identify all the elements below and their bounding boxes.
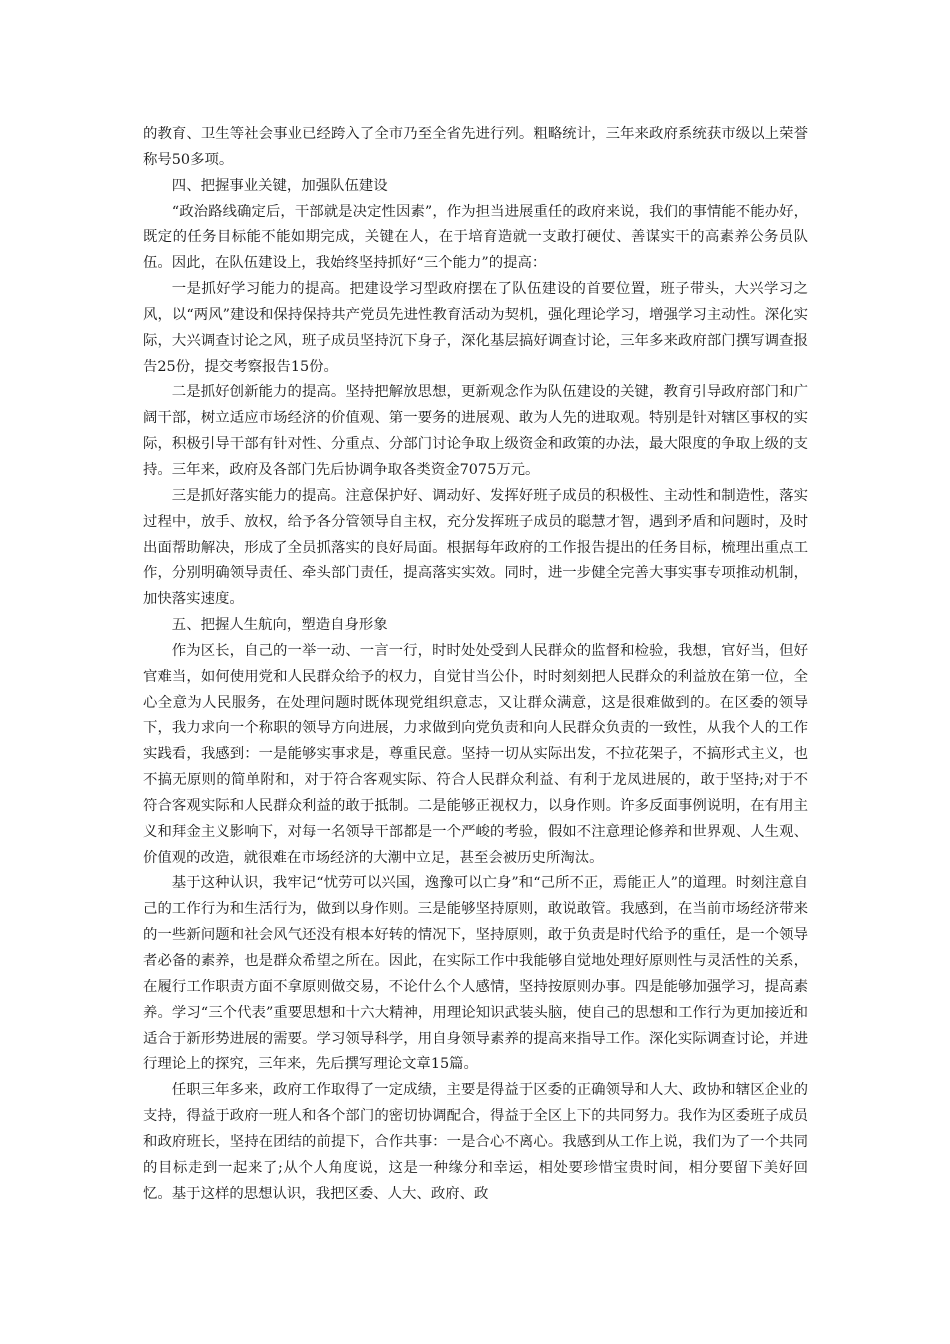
paragraph: 三是抓好落实能力的提高。注意保护好、调动好、发挥好班子成员的积极性、主动性和制造性，落实过程中，放手、放权，给予各分管领导自主权，充分发挥班子成员的聪慧才智，遇到矛盾和问题时，及时出面帮助解决，形成了全员抓落实的良好局面。根据每年政府的工作报告提出的任务目标，梳理出重点工作，分别明确领导责任、牵头部门责任，提高落实实效。同时，进一步健全完善大事实事专项推动机制，加快落实速度。 — [143, 487, 808, 608]
paragraph: 任职三年多来，政府工作取得了一定成绩，主要是得益于区委的正确领导和人大、政协和辖区企业的支持，得益于政府一班人和各个部门的密切协调配合，得益于全区上下的共同努力。我作为区委班子成员和政府班长，坚持在团结的前提下，合作共事：一是合心不离心。我感到从工作上说，我们为了一个共同的目标走到一起来了;从个人角度说，这是一种缘分和幸运，相处要珍惜宝贵时间，相分要留下美好回忆。基于这样的思想认识，我把区委、人大、政府、政 — [143, 1082, 808, 1202]
section-heading-5: 五、把握人生航向，塑造自身形象 — [171, 617, 388, 634]
paragraph: 二是抓好创新能力的提高。坚持把解放思想，更新观念作为队伍建设的关键，教育引导政府部门和广阔干部，树立适应市场经济的价值观、第一要务的进展观、敢为人先的进取观。特别是针对辖区事权的实际，积极引导干部有针对性、分重点、分部门讨论争取上级资金和政策的办法，最大限度的争取上级的支持。三年来，政府及各部门先后协调争取各类资金7075万元。 — [143, 384, 808, 478]
document-page — [143, 122, 808, 1207]
section-heading-4: 四、把握事业关键，加强队伍建设 — [171, 177, 388, 194]
paragraph: 基于这种认识，我牢记“忧劳可以兴国，逸豫可以亡身”和“己所不正，焉能正人”的道理。时刻注意自己的工作行为和生活行为，做到以身作则。三是能够坚持原则，敢说敢管。我感到，在当前市场经济带来的一些新问题和社会风气还没有根本好转的情况下，坚持原则，敢于负责是时代给予的重任，是一个领导者必备的素养，也是群众希望之所在。因此，在实际工作中我能够自觉地处理好原则性与灵活性的关系，在履行工作职责方面不拿原则做交易，不论什么个人感情，坚持按原则办事。四是能够加强学习，提高素养。学习“三个代表”重要思想和十六大精神，用理论知识武装头脑，使自己的思想和工作行为更加接近和适合于新形势进展的需要。学习领导科学，用自身领导素养的提高来指导工作。深化实际调查讨论，并进行理论上的探究，三年来，先后撰写理论文章15篇。 — [143, 875, 808, 1073]
paragraph: “政治路线确定后，干部就是决定性因素”，作为担当进展重任的政府来说，我们的事情能不能办好，既定的任务目标能不能如期完成，关键在人，在于培育造就一支敢打硬仗、善谋实干的高素养公务员队伍。因此，在队伍建设上，我始终坚持抓好“三个能力”的提高： — [143, 203, 808, 272]
paragraph: 作为区长，自己的一举一动、一言一行，时时处处受到人民群众的监督和检验，我想，官好当，但好官难当，如何使用党和人民群众给予的权力，自觉甘当公仆，时时刻刻把人民群众的利益放在第一位，全心全意为人民服务，在处理问题时既体现党组织意志，又让群众满意，这是很难做到的。在区委的领导下，我力求向一个称职的领导方向进展，力求做到向党负责和向人民群众负责的一致性，从我个人的工作实践看，我感到：一是能够实事求是，尊重民意。坚持一切从实际出发，不拉花架子，不搞形式主义，也不搞无原则的简单附和，对于符合客观实际、符合人民群众利益、有利于龙凤进展的，敢于坚持;对于不符合客观实际和人民群众利益的敢于抵制。二是能够正视权力，以身作则。许多反面事例说明，在有用主义和拜金主义影响下，对每一名领导干部都是一个严峻的考验，假如不注意理论修养和世界观、人生观、价值观的改造，就很难在市场经济的大潮中立足，甚至会被历史所淘汰。 — [143, 642, 808, 866]
paragraph-continued: 的教育、卫生等社会事业已经跨入了全市乃至全省先进行列。粗略统计，三年来政府系统获市级以上荣誉称号50多项。 — [143, 126, 808, 168]
paragraph: 一是抓好学习能力的提高。把建设学习型政府摆在了队伍建设的首要位置，班子带头，大兴学习之风，以“两风”建设和保持保持共产党员先进性教育活动为契机，强化理论学习，增强学习主动性。深化实际，大兴调查讨论之风，班子成员坚持沉下身子，深化基层搞好调查讨论，三年多来政府部门撰写调查报告25份，提交考察报告15份。 — [143, 281, 808, 375]
